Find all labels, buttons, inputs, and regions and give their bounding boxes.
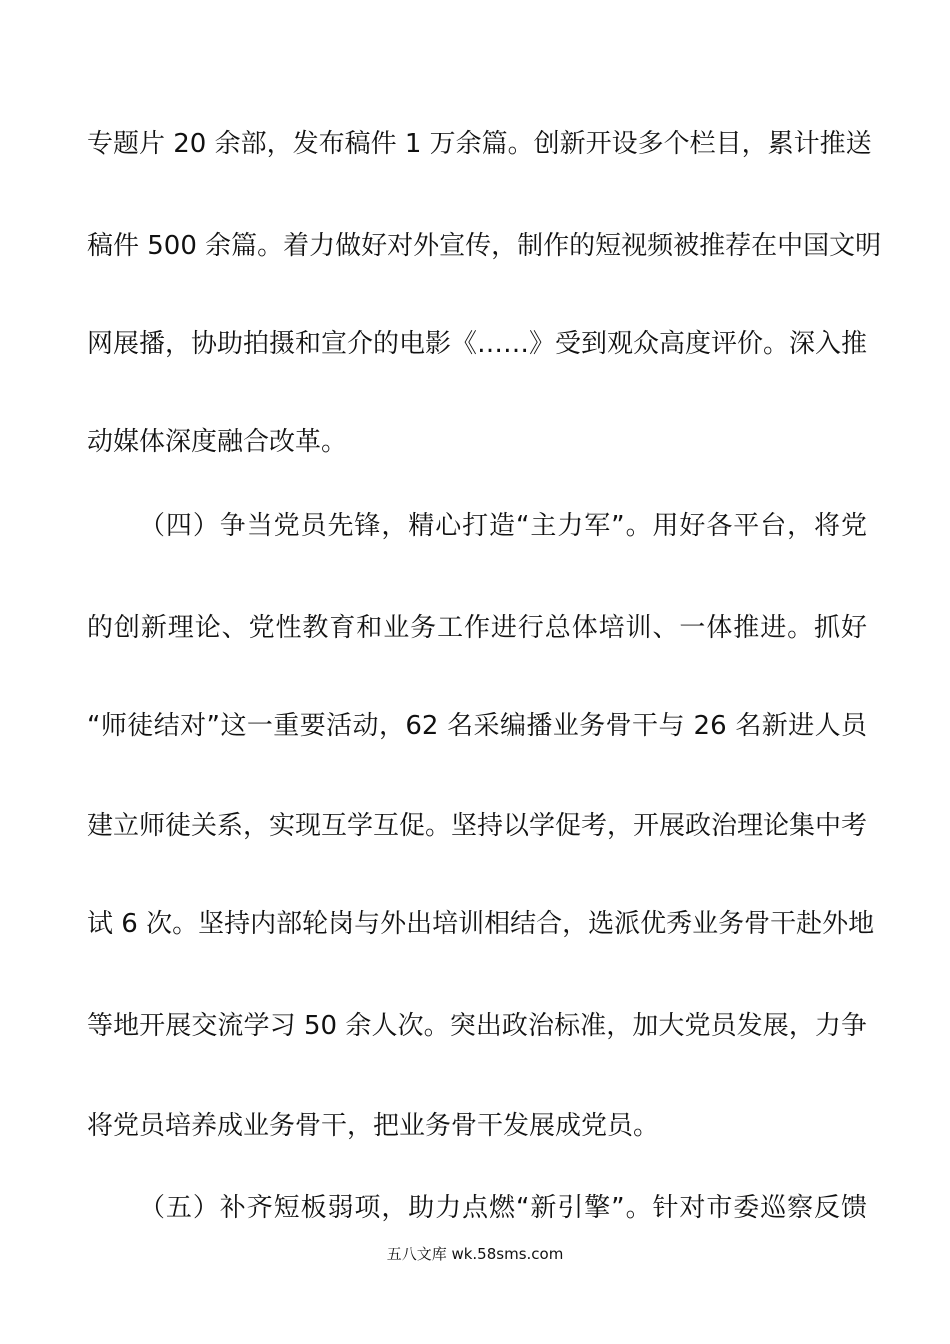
text-line: 网展播，协助拍摄和宣介的电影《……》受到观众高度评价。深入推 — [87, 329, 868, 359]
text-line: “师徒结对”这一重要活动，62 名采编播业务骨干与 26 名新进人员 — [87, 711, 867, 741]
footer-watermark: 五八文库 wk.58sms.com — [386, 1245, 564, 1263]
text-line: 稿件 500 余篇。着力做好对外宣传，制作的短视频被推荐在中国文明 — [87, 231, 882, 261]
text-line: 专题片 20 余部，发布稿件 1 万余篇。创新开设多个栏目，累计推送 — [87, 129, 872, 159]
text-line: 等地开展交流学习 50 余人次。突出政治标准，加大党员发展，力争 — [87, 1011, 867, 1041]
section-heading-line: （四）争当党员先锋，精心打造“主力军”。用好各平台，将党 — [139, 511, 867, 541]
section-heading-line: （五）补齐短板弱项，助力点燃“新引擎”。针对市委巡察反馈 — [139, 1193, 867, 1223]
text-line: 试 6 次。坚持内部轮岗与外出培训相结合，选派优秀业务骨干赴外地 — [87, 909, 875, 939]
text-line: 动媒体深度融合改革。 — [87, 427, 348, 457]
text-line: 将党员培养成业务骨干，把业务骨干发展成党员。 — [87, 1111, 660, 1141]
text-line: 建立师徒关系，实现互学互促。坚持以学促考，开展政治理论集中考 — [87, 811, 868, 841]
text-line: 的创新理论、党性教育和业务工作进行总体培训、一体推进。抓好 — [87, 613, 867, 643]
